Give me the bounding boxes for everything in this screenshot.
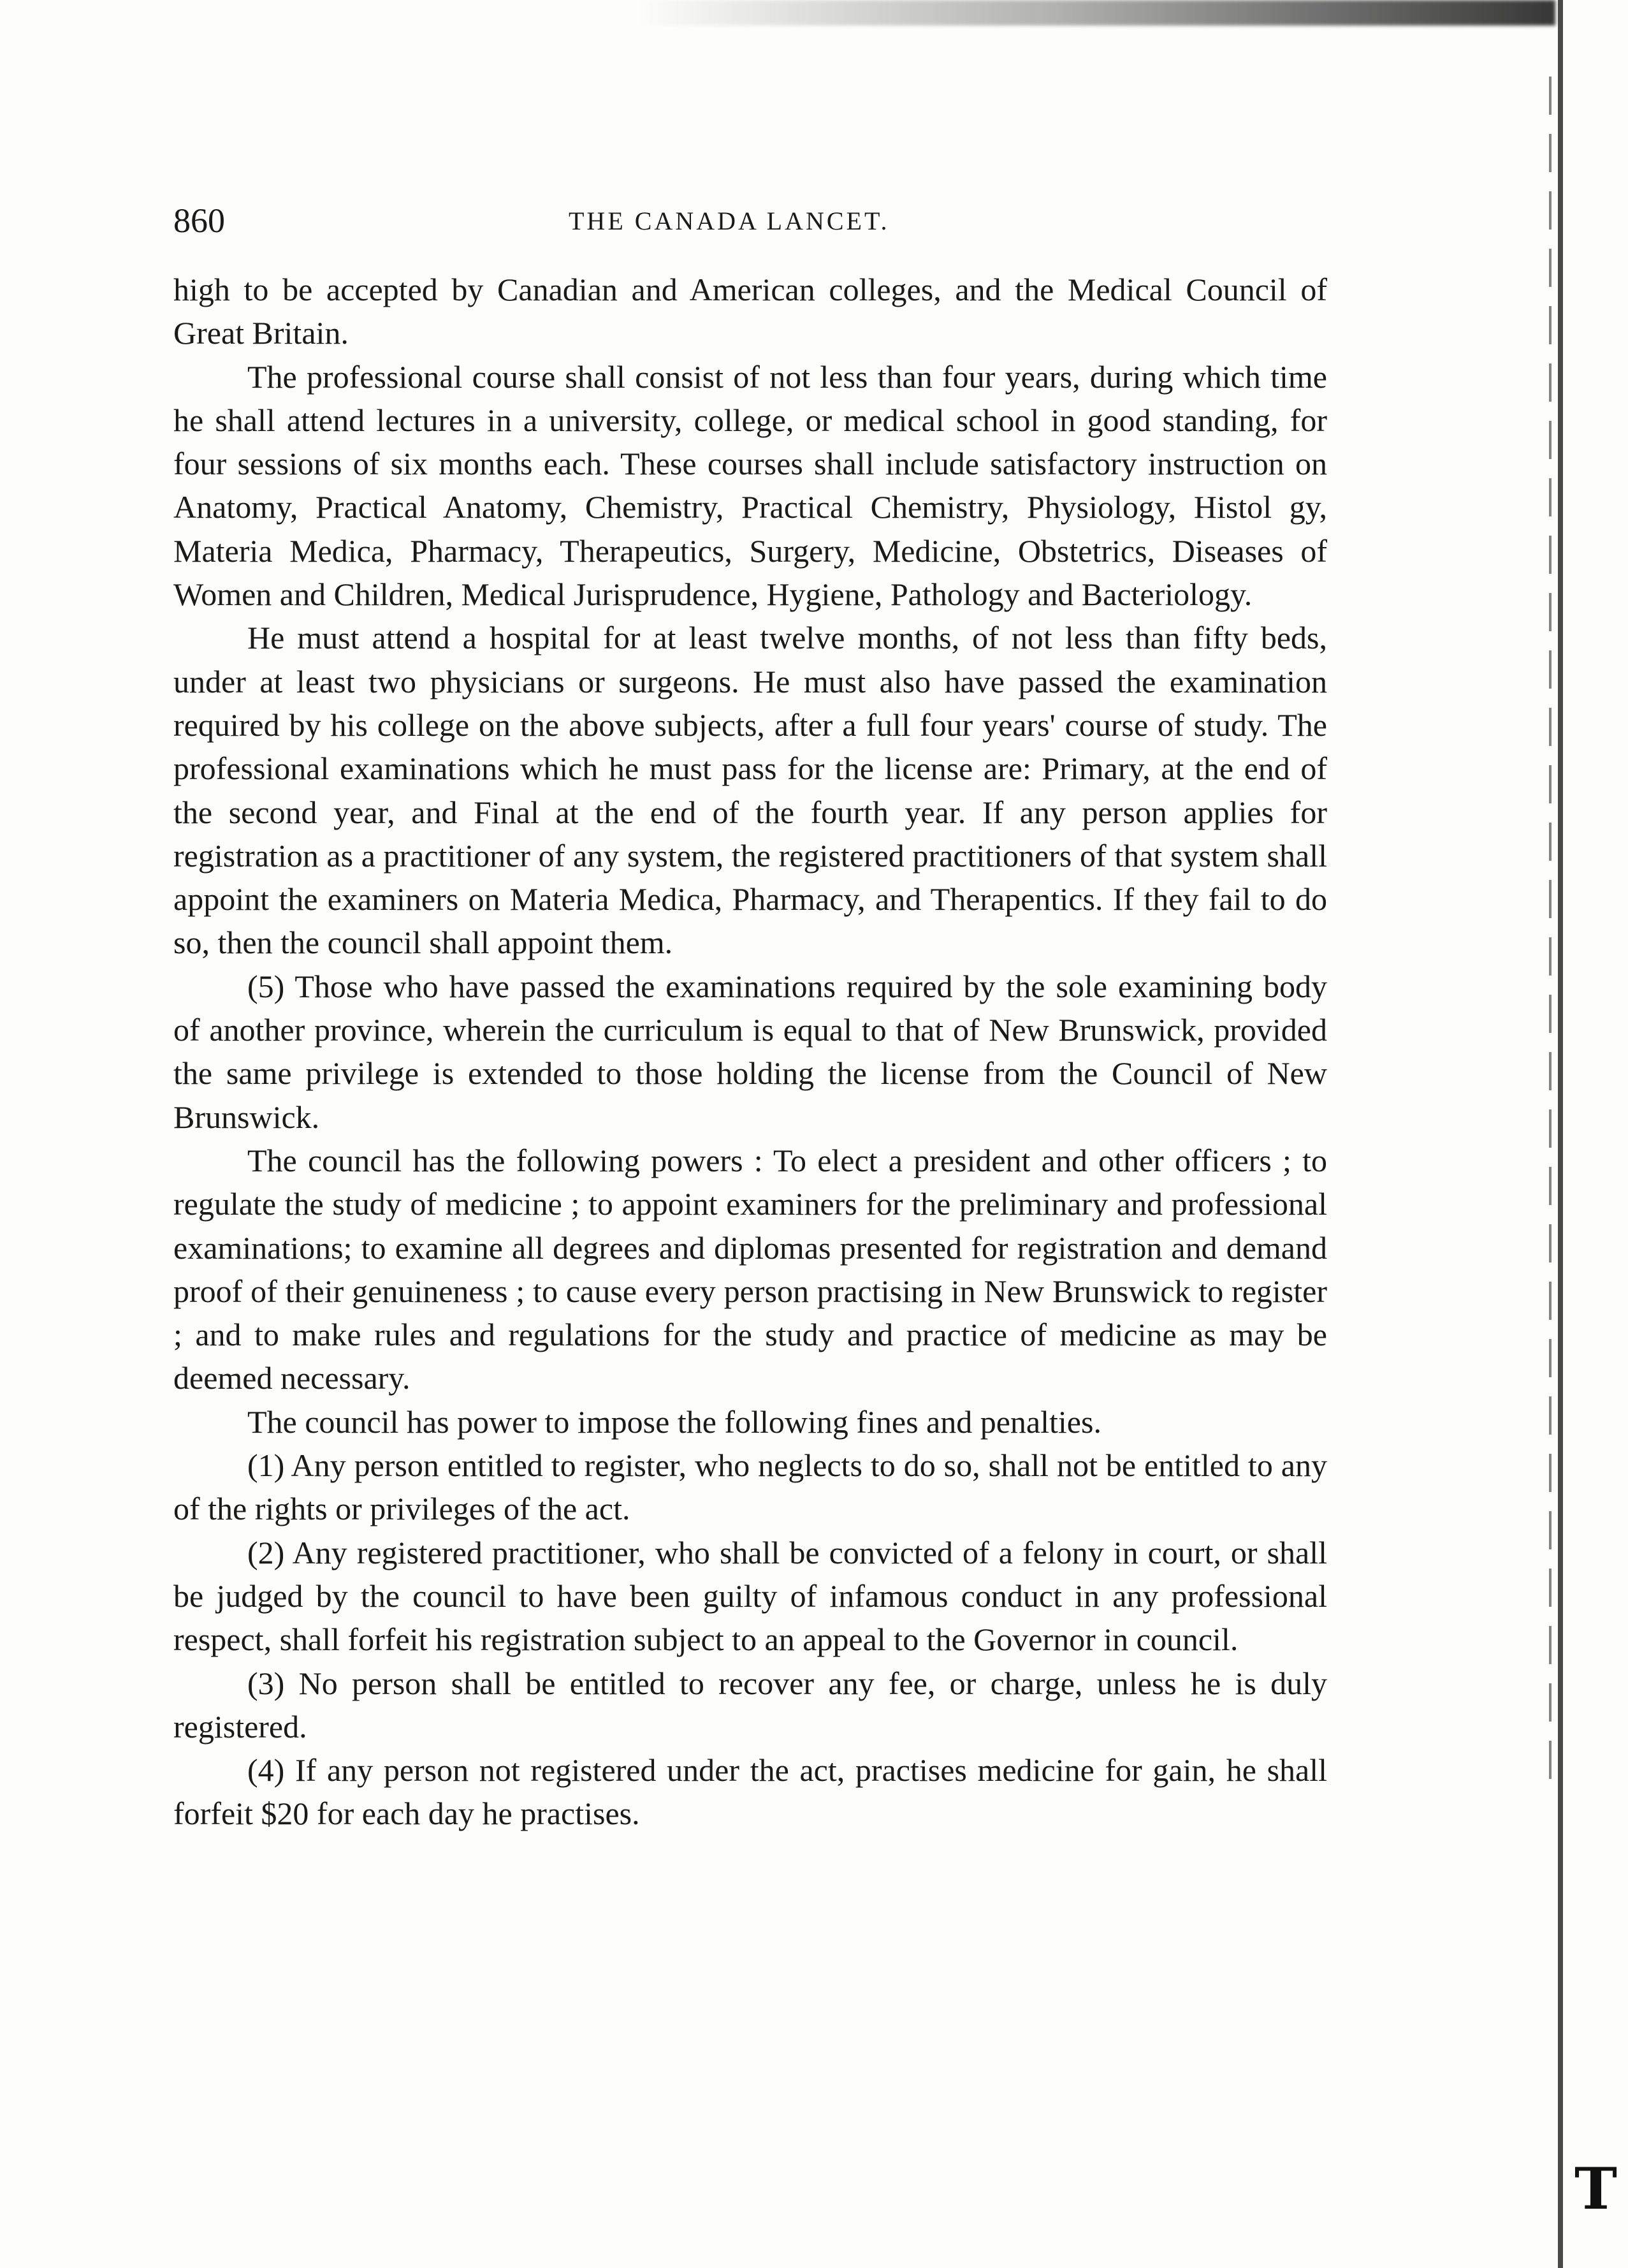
- paragraph-penalty-3: (3) No person shall be entitled to recover any fee, or charge, unless he is duly registered.: [173, 1665, 1327, 1745]
- paragraph-fines-intro: The council has power to impose the following fines and penalties.: [247, 1403, 1101, 1440]
- paragraph-penalty-1: (1) Any person entitled to register, who neglects to do so, shall not be entitled to any of the rights or privileges of the act.: [173, 1447, 1327, 1527]
- article-body: [173, 268, 1327, 1836]
- paragraph-penalty-2: (2) Any registered practitioner, who shall be convicted of a felony in court, or shall be judged by the council to have been guilty of infamous conduct in any professional respect, shall forfeit his registration subject to an appeal to the Governor in council.: [173, 1534, 1327, 1658]
- scan-edge-right: [1558, 0, 1563, 2268]
- paragraph-continuation: high to be accepted by Canadian and American colleges, and the Medical Council of Great Britain.: [173, 272, 1327, 351]
- paragraph-hospital-attendance: He must attend a hospital for at least twelve months, of not less than fifty beds, under at least two physicians or surgeons. He must also have passed the examination required by his college on the above subjects, after a full four years' course of study. The professional examinations which he must pass for the license are: Primary, at the end of the second year, and Final at the end of the fourth year. If any person applies for registration as a practitioner of any system, the registered practitioners of that system shall appoint the examiners on Materia Medica, Pharmacy, and Therapentics. If they fail to do so, then the council shall appoint them.: [173, 620, 1327, 961]
- paragraph-penalty-4: (4) If any person not registered under the act, practises medicine for gain, he shall forfeit $20 for each day he practises.: [173, 1752, 1327, 1832]
- paragraph-professional-course: The professional course shall consist of not less than four years, during which time he shall attend lectures in a university, college, or medical school in good standing, for four sessions of six months each. These courses shall include satisfactory instruction on Anatomy, Practical Anatomy, Chemistry, Practical Chemistry, Physiology, Histol gy, Materia Medica, Pharmacy, Therapeutics, Surgery, Medicine, Obstetrics, Diseases of Women and Children, Medical Jurisprudence, Hygiene, Pathology and Bacteriology.: [173, 358, 1327, 613]
- page-number: 860: [173, 201, 225, 240]
- running-head: THE CANADA LANCET.: [569, 207, 890, 235]
- paragraph-item-5: (5) Those who have passed the examinations required by the sole examining body of another province, wherein the curriculum is equal to that of New Brunswick, provided the same privilege is extended to those holding the license from the Council of New Brunswick.: [173, 968, 1327, 1135]
- paragraph-council-powers: The council has the following powers : To elect a president and other officers ; to regulate the study of medicine ; to appoint examiners for the preliminary and professional examinations; to examine all degrees and diplomas presented for registration and demand proof of their genuineness ; to cause every person practising in New Brunswick to register ; and to make rules and regulations for the study and practice of medicine as may be deemed necessary.: [173, 1142, 1327, 1396]
- scan-shadow-top: [637, 0, 1555, 26]
- page-header: [173, 201, 1327, 252]
- scan-edge-inner: [1549, 77, 1552, 1798]
- margin-mark: T: [1574, 2155, 1617, 2223]
